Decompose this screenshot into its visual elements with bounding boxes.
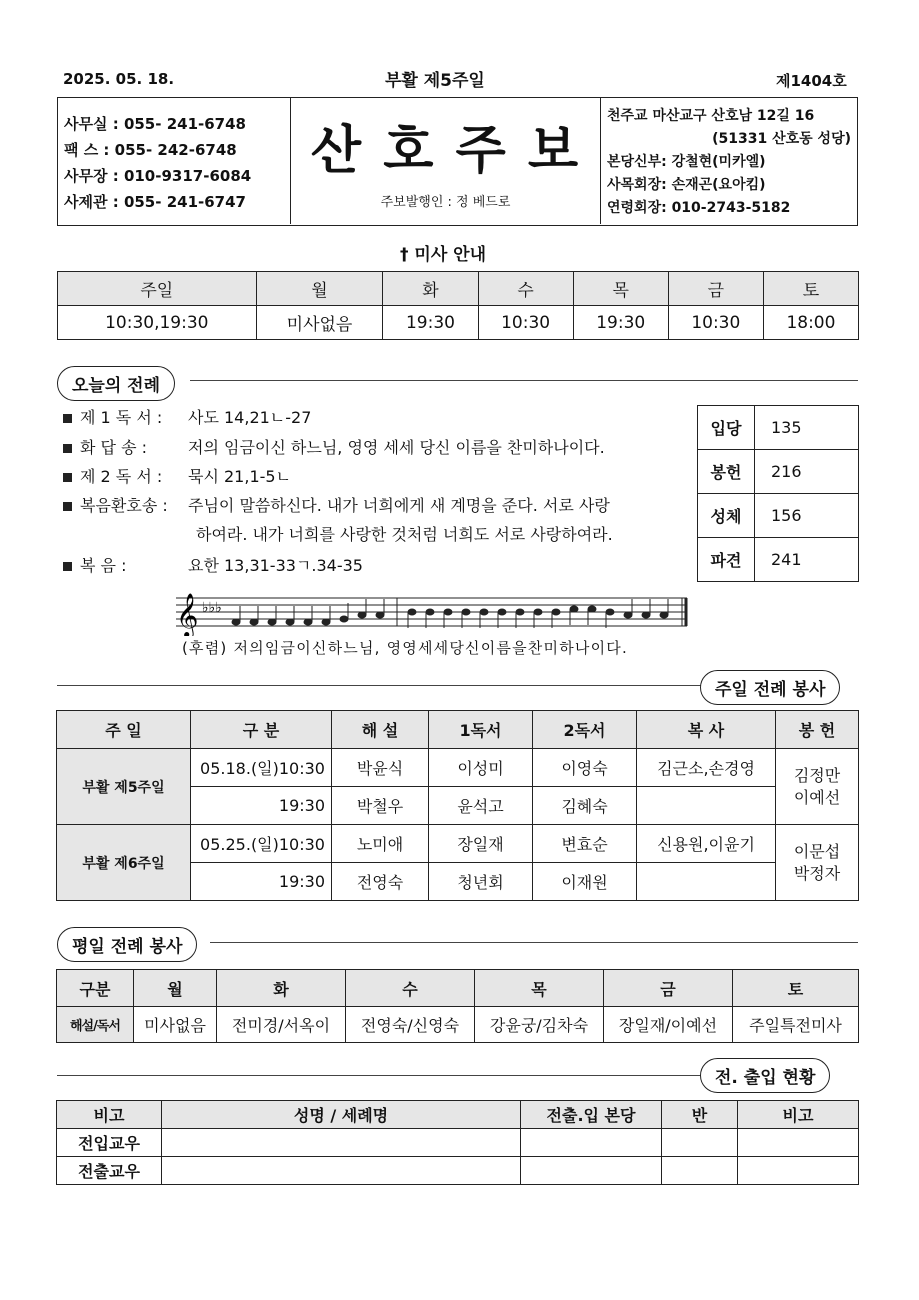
hymn-label: 봉헌 <box>698 450 755 494</box>
parish-panel <box>600 98 858 224</box>
transfer-row-label: 전입교우 <box>57 1129 162 1157</box>
commentator: 박철우 <box>332 787 429 825</box>
mass-time: 10:30,19:30 <box>58 306 257 340</box>
first-reader: 장일재 <box>429 825 533 863</box>
weekday-service-title: 평일 전례 봉사 <box>57 927 197 962</box>
col-header: 봉 헌 <box>776 711 859 749</box>
funeral-chair: 연령회장: 010-2743-5182 <box>607 200 791 216</box>
commentator: 노미애 <box>332 825 429 863</box>
col-header: 목 <box>475 970 604 1007</box>
hymn-label: 입당 <box>698 406 755 450</box>
title-panel <box>291 98 600 224</box>
mass-title: † 미사 안내 <box>400 245 487 265</box>
offering: 이문섭 박정자 <box>776 825 859 901</box>
col-header: 1독서 <box>429 711 533 749</box>
mass-day: 월 <box>256 272 383 306</box>
sunday-name: 부활 제5주일 <box>57 749 191 825</box>
contact-secretary: 사무장 : 010-9317-6084 <box>64 167 252 185</box>
mass-time: 19:30 <box>573 306 668 340</box>
mass-day: 화 <box>383 272 478 306</box>
section-rule <box>57 1075 705 1076</box>
col-header: 수 <box>346 970 475 1007</box>
section-rule <box>57 685 707 686</box>
col-header: 주 일 <box>57 711 191 749</box>
service-time: 05.18.(일)10:30 <box>191 749 332 787</box>
weekday-assignment: 미사없음 <box>134 1007 217 1043</box>
transfer-row-label: 전출교우 <box>57 1157 162 1185</box>
hymn-label: 성체 <box>698 494 755 538</box>
liturgy-title: 오늘의 전례 <box>57 366 175 401</box>
sunday-name: 부활 제6주일 <box>57 825 191 901</box>
col-header: 해 설 <box>332 711 429 749</box>
bulletin-title: 산 호 주 보 <box>310 121 581 181</box>
first-reader: 청년회 <box>429 863 533 901</box>
sunday-service-title: 주일 전례 봉사 <box>700 670 840 705</box>
second-reader: 김혜숙 <box>533 787 637 825</box>
second-reader: 이재원 <box>533 863 637 901</box>
second-reader: 변효순 <box>533 825 637 863</box>
hymn-table <box>697 405 859 582</box>
mass-day: 수 <box>478 272 573 306</box>
mass-time: 18:00 <box>763 306 858 340</box>
masthead-box <box>57 97 858 226</box>
col-header: 월 <box>134 970 217 1007</box>
second-reader: 이영숙 <box>533 749 637 787</box>
weekday-assignment: 장일재/이예선 <box>604 1007 733 1043</box>
hymn-number: 216 <box>755 450 859 494</box>
music-staff <box>172 588 692 636</box>
first-reader: 이성미 <box>429 749 533 787</box>
reading-gospel: 복 음 : 요한 13,31-33ㄱ.34-35 <box>63 556 363 576</box>
col-header: 비고 <box>57 1101 162 1129</box>
row-label: 해설/독서 <box>57 1007 134 1043</box>
col-header: 반 <box>662 1101 738 1129</box>
refrain-lyrics: (후렴) 저의임금이신하느님, 영영세세당신이름을찬미하나이다. <box>182 639 628 657</box>
reading-second: 제 2 독 서 : 묵시 21,1-5ㄴ <box>63 467 291 487</box>
altar-server <box>637 863 776 901</box>
offering: 김정만 이예선 <box>776 749 859 825</box>
mass-day: 금 <box>668 272 763 306</box>
contacts-panel <box>58 98 291 224</box>
mass-time: 미사없음 <box>256 306 383 340</box>
col-header: 비고 <box>738 1101 859 1129</box>
col-header: 토 <box>733 970 859 1007</box>
reading-acclamation: 복음환호송 : 주님이 말씀하신다. 내가 너희에게 새 계명을 준다. 서로 사랑 <box>63 496 610 516</box>
publisher: 주보발행인 : 정 베드로 <box>380 195 511 210</box>
treble-clef-icon: 𝄞 <box>176 593 199 636</box>
col-header: 화 <box>217 970 346 1007</box>
first-reader: 윤석고 <box>429 787 533 825</box>
mass-day: 토 <box>763 272 858 306</box>
col-header: 복 사 <box>637 711 776 749</box>
reading-acclamation-cont: 하여라. 내가 너희를 사랑한 것처럼 너희도 서로 사랑하여라. <box>196 525 613 544</box>
col-header: 2독서 <box>533 711 637 749</box>
reading-psalm: 화 답 송 : 저의 임금이신 하느님, 영영 세세 당신 이름을 찬미하나이다. <box>63 438 605 458</box>
parish-postcode: (51331 산호동 성당) <box>712 131 851 147</box>
commentator: 박윤식 <box>332 749 429 787</box>
weekday-service-table <box>56 969 859 1043</box>
mass-day: 주일 <box>58 272 257 306</box>
section-rule <box>210 942 858 943</box>
section-rule <box>190 380 858 381</box>
transfer-title: 전. 출입 현황 <box>700 1058 830 1093</box>
service-time: 19:30 <box>191 787 332 825</box>
commentator: 전영숙 <box>332 863 429 901</box>
parish-priest: 본당신부: 강철현(미카엘) <box>607 154 766 170</box>
hymn-number: 156 <box>755 494 859 538</box>
mass-time: 10:30 <box>478 306 573 340</box>
issue-date: 2025. 05. 18. <box>63 70 175 88</box>
col-header: 성명 / 세례명 <box>162 1101 521 1129</box>
mass-time: 10:30 <box>668 306 763 340</box>
hymn-label: 파견 <box>698 538 755 582</box>
hymn-number: 135 <box>755 406 859 450</box>
mass-table <box>57 271 859 340</box>
altar-server: 신용원,이윤기 <box>637 825 776 863</box>
sunday-service-table <box>56 710 859 901</box>
weekday-assignment: 전미경/서옥이 <box>217 1007 346 1043</box>
sunday-title: 부활 제5주일 <box>385 71 485 91</box>
service-time: 05.25.(일)10:30 <box>191 825 332 863</box>
altar-server: 김근소,손경영 <box>637 749 776 787</box>
contact-fax: 팩 스 : 055- 242-6748 <box>64 141 237 159</box>
weekday-assignment: 전영숙/신영숙 <box>346 1007 475 1043</box>
issue-number: 제1404호 <box>776 72 847 90</box>
svg-text:♭♭♭: ♭♭♭ <box>202 600 222 616</box>
hymn-number: 241 <box>755 538 859 582</box>
pastoral-chair: 사목회장: 손재곤(요아킴) <box>607 177 766 193</box>
mass-day: 목 <box>573 272 668 306</box>
parish-address: 천주교 마산교구 산호남 12길 16 <box>607 108 815 124</box>
col-header: 구 분 <box>191 711 332 749</box>
altar-server <box>637 787 776 825</box>
col-header: 금 <box>604 970 733 1007</box>
col-header: 전출.입 본당 <box>521 1101 662 1129</box>
contact-rectory: 사제관 : 055- 241-6747 <box>64 193 246 211</box>
contact-office: 사무실 : 055- 241-6748 <box>64 115 246 133</box>
weekday-assignment: 강윤궁/김차숙 <box>475 1007 604 1043</box>
service-time: 19:30 <box>191 863 332 901</box>
col-header: 구분 <box>57 970 134 1007</box>
weekday-assignment: 주일특전미사 <box>733 1007 859 1043</box>
transfer-table <box>56 1100 859 1185</box>
reading-first: 제 1 독 서 : 사도 14,21ㄴ-27 <box>63 408 311 428</box>
mass-time: 19:30 <box>383 306 478 340</box>
